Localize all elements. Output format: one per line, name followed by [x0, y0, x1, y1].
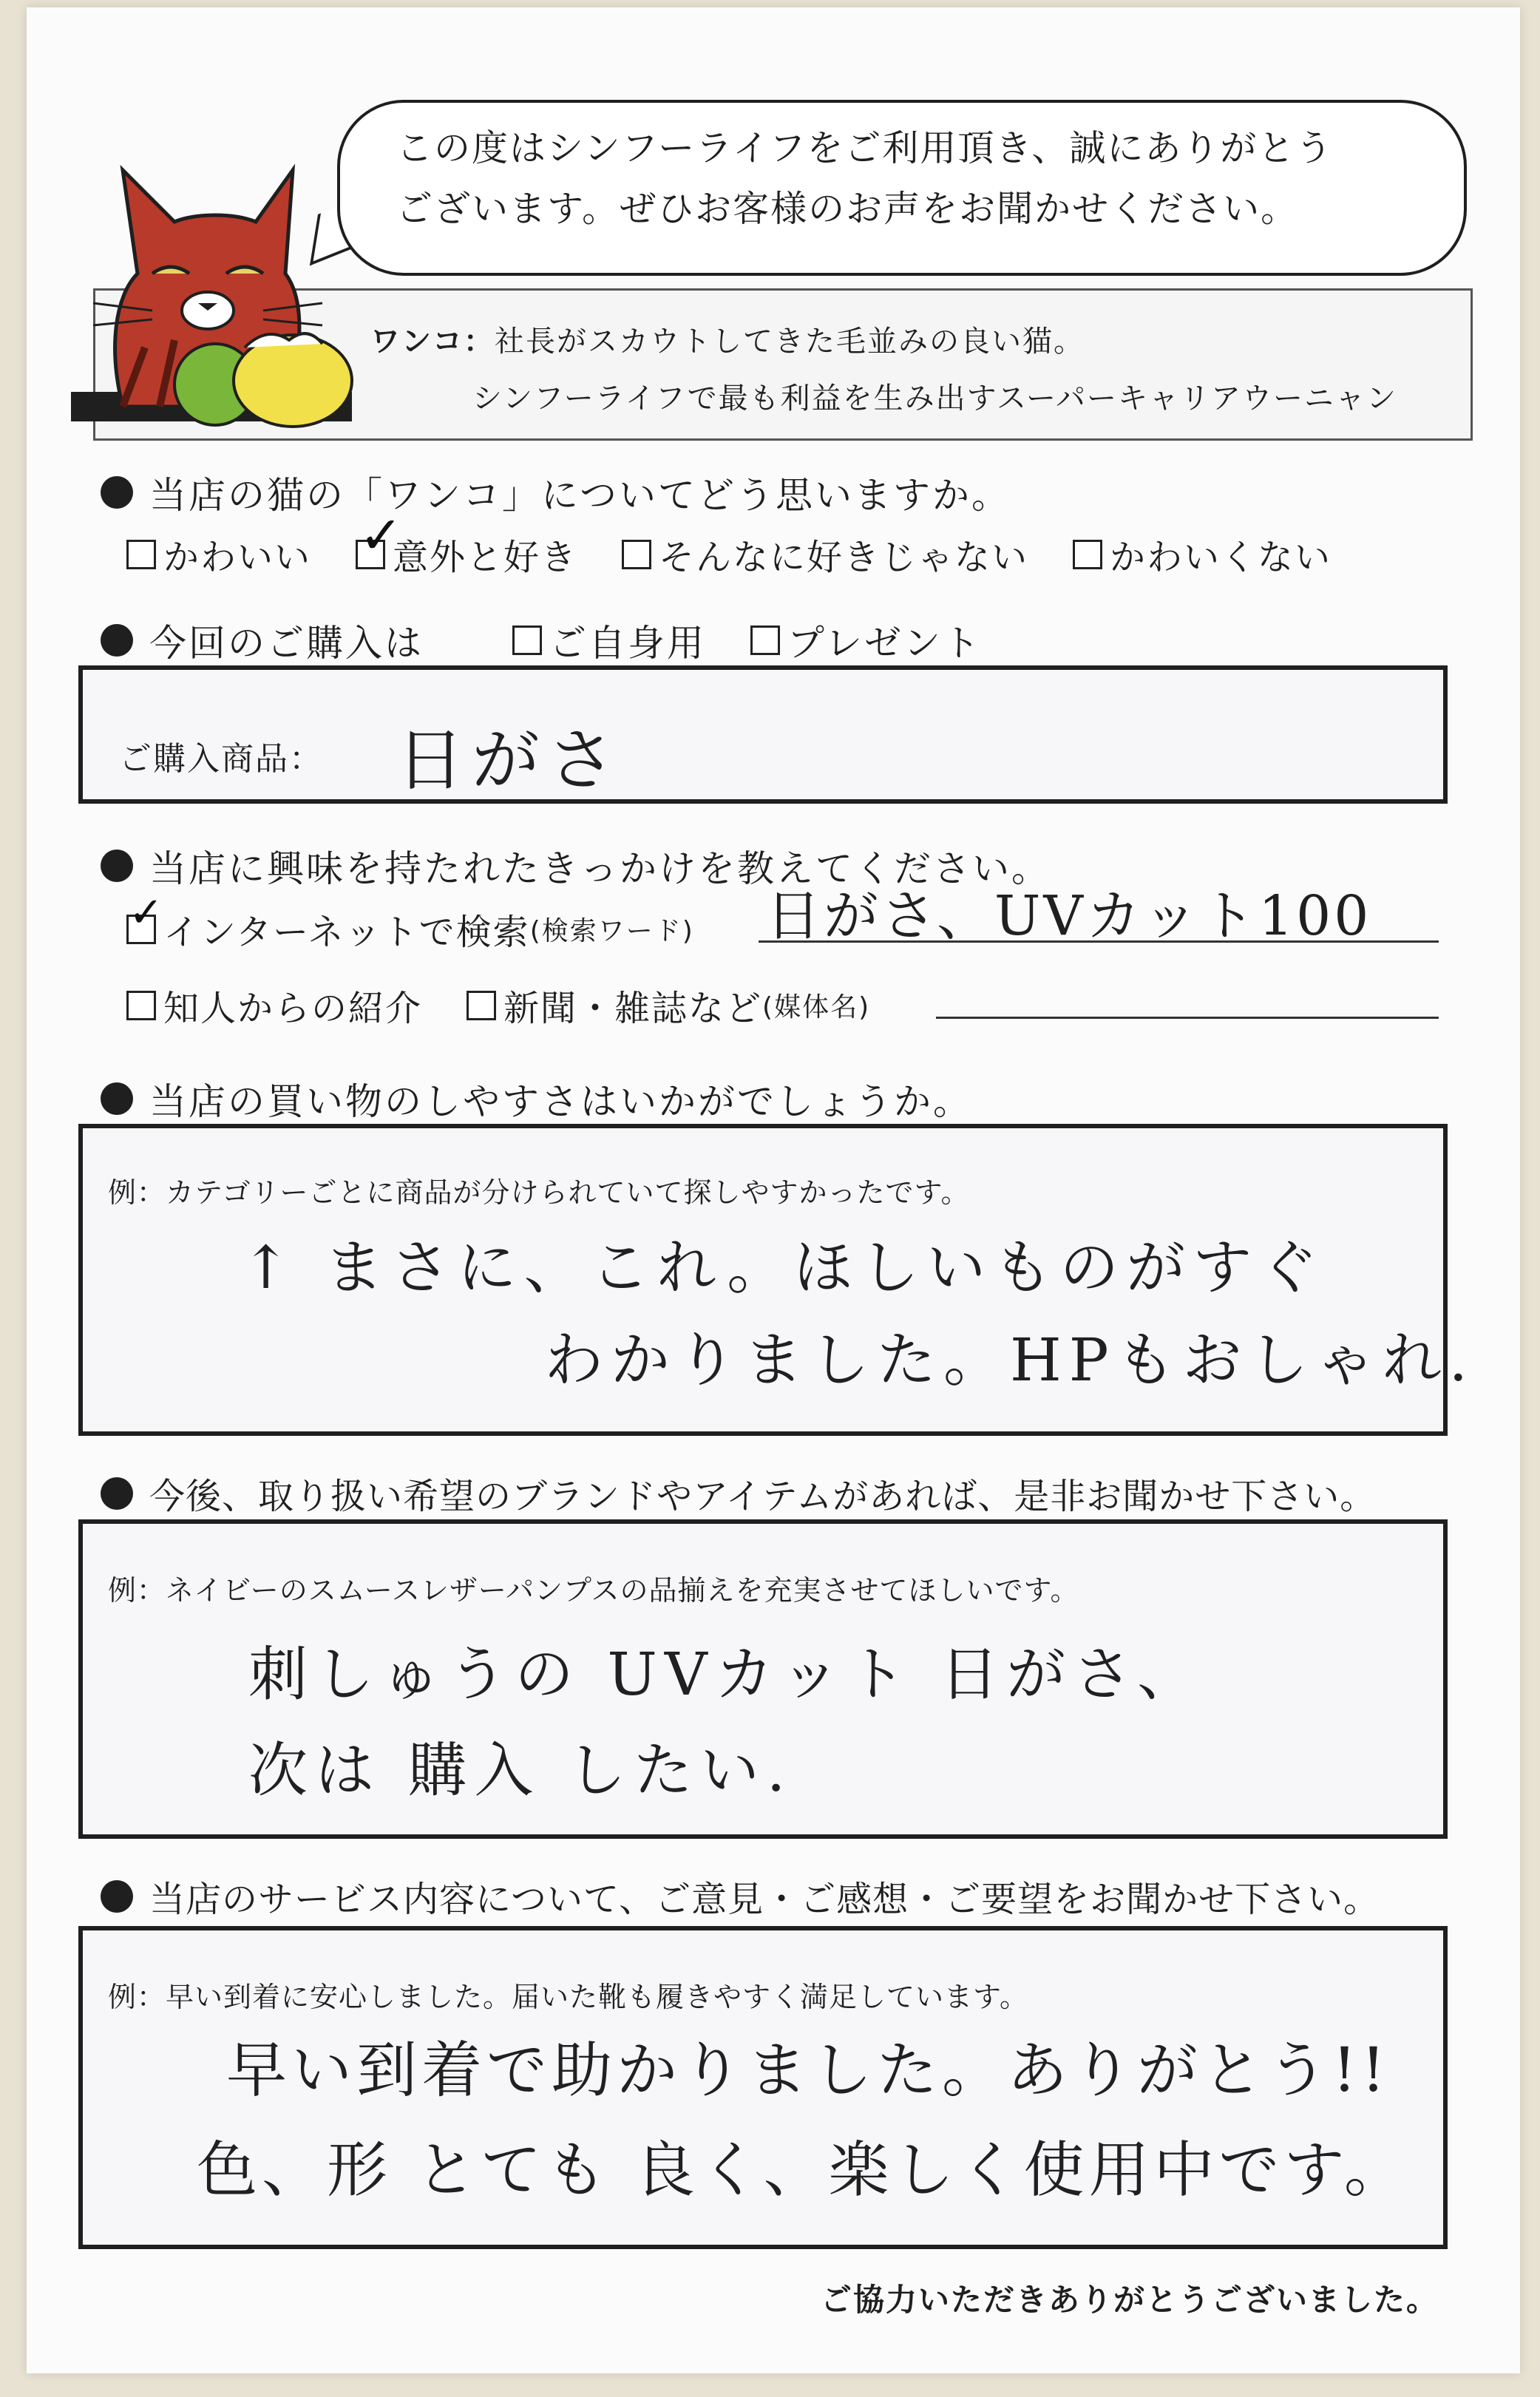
q6-example: 例：早い到着に安心しました。届いた靴も履きやすく満足しています。: [108, 1981, 1028, 2013]
media-name-line: [936, 1017, 1439, 1019]
checkbox-icon[interactable]: [126, 540, 156, 569]
q6-question-text: 当店のサービス内容について、ご意見・ご感想・ご要望をお聞かせ下さい。: [149, 1879, 1380, 1920]
bullet-icon: [101, 1880, 133, 1913]
product-answer[interactable]: 日がさ: [396, 721, 623, 800]
search-keyword-line: [759, 940, 1439, 943]
bubble-line-1: この度はシンフーライフをご利用頂き、誠にありがとう: [396, 127, 1334, 169]
check-mark-icon: ✓: [129, 888, 165, 937]
bullet-icon: [101, 850, 133, 882]
q1-option-2[interactable]: [356, 504, 578, 580]
q2-option-1-label: ご自身用: [549, 622, 706, 665]
q1-question: [101, 466, 1011, 519]
product-label: ご購入商品：: [119, 740, 323, 778]
q1-option-4[interactable]: [1073, 529, 1332, 580]
cat-name: ワンコ：: [370, 325, 495, 359]
q2-option-2-label: プレゼント: [787, 622, 982, 665]
q4-question-text: 当店の買い物のしやすさはいかがでしょうか。: [149, 1080, 972, 1123]
bullet-icon: [101, 476, 133, 509]
q4-answer-line-2[interactable]: わかりました。HPもおしゃれ.: [544, 1326, 1476, 1394]
q3-option-internet[interactable]: [126, 888, 694, 955]
bullet-icon: [101, 624, 133, 657]
q6-answer-line-1[interactable]: 早い到着で助かりました。ありがとう!!: [226, 2035, 1390, 2106]
q4-question: [101, 1072, 972, 1125]
survey-sheet: [27, 7, 1520, 2373]
q5-answer-line-2[interactable]: 次は 購入 したい.: [248, 1736, 793, 1805]
q3-option-media-label: 新聞・雑誌など: [503, 988, 763, 1029]
q1-option-3-label: そんなに好きじゃない: [659, 537, 1029, 578]
q4-answer-line-1[interactable]: ↑ まさに、これ。ほしいものがすぐ: [241, 1233, 1326, 1302]
q2-option-2[interactable]: [750, 614, 982, 667]
q1-question-text: 当店の猫の「ワンコ」についてどう思いますか。: [149, 474, 1011, 517]
q1-option-4-label: かわいくない: [1110, 537, 1332, 578]
q3-option-media-note: (媒体名): [762, 992, 871, 1023]
checkbox-icon[interactable]: [1073, 540, 1102, 569]
checkbox-icon[interactable]: [622, 540, 651, 569]
q3-option-friend[interactable]: [126, 980, 422, 1031]
bubble-text: [396, 118, 1333, 240]
q6-answer-line-2[interactable]: 色、形 とても 良く、楽しく使用中です。: [197, 2135, 1409, 2206]
q3-question-text: 当店に興味を持たれたきっかけを教えてください。: [149, 847, 1051, 890]
q6-question: [101, 1871, 1380, 1922]
bullet-icon: [101, 1082, 133, 1115]
checkbox-icon[interactable]: [467, 991, 496, 1020]
q5-answer-line-1[interactable]: 刺しゅうの UVカット 日がさ、: [248, 1640, 1204, 1709]
checkbox-icon[interactable]: [750, 625, 780, 655]
check-mark-icon: ✓: [359, 504, 404, 566]
cat-desc-line-2: シンフーライフで最も利益を生み出すスーパーキャリアウーニャン: [472, 382, 1397, 416]
q3-option-internet-label: インターネットで検索: [163, 912, 530, 953]
checkbox-icon[interactable]: [512, 625, 542, 655]
q1-option-3[interactable]: [622, 529, 1028, 580]
q1-options: [126, 504, 1376, 580]
search-keyword-answer[interactable]: 日がさ、UVカット100: [766, 884, 1372, 948]
q3-option-friend-label: 知人からの紹介: [163, 988, 423, 1029]
cat-description: [370, 318, 1397, 417]
q5-example: 例：ネイビーのスムースレザーパンプスの品揃えを充実させてほしいです。: [108, 1574, 1079, 1607]
bubble-line-2: ございます。ぜひお客様のお声をお聞かせください。: [396, 188, 1299, 230]
cat-mascot-icon: [71, 126, 367, 444]
bullet-icon: [101, 1477, 133, 1510]
footer-thanks: ご協力いただきありがとうございました。: [820, 2282, 1439, 2318]
q5-question-text: 今後、取り扱い希望のブランドやアイテムがあれば、是非お聞かせ下さい。: [149, 1476, 1377, 1517]
q3-option-media[interactable]: [467, 980, 870, 1031]
q1-option-1[interactable]: [126, 529, 311, 580]
q1-option-1-label: かわいい: [163, 537, 312, 578]
checkbox-icon[interactable]: [126, 888, 165, 944]
q2-option-1[interactable]: [512, 614, 706, 667]
q5-question: [101, 1468, 1376, 1519]
q3-option-internet-note: (検索ワード): [529, 916, 694, 946]
q1-option-2-label: 意外と好き: [393, 537, 578, 578]
checkbox-icon[interactable]: [356, 504, 404, 569]
q4-example: 例：カテゴリーごとに商品が分けられていて探しやすかったです。: [108, 1176, 970, 1209]
q2-question: [101, 614, 1026, 667]
cat-desc-line-1: 社長がスカウトしてきた毛並みの良い猫。: [495, 325, 1085, 359]
q3-options-row-2: [126, 980, 878, 1031]
checkbox-icon[interactable]: [126, 991, 156, 1020]
q2-question-text: 今回のご購入は: [149, 622, 424, 665]
